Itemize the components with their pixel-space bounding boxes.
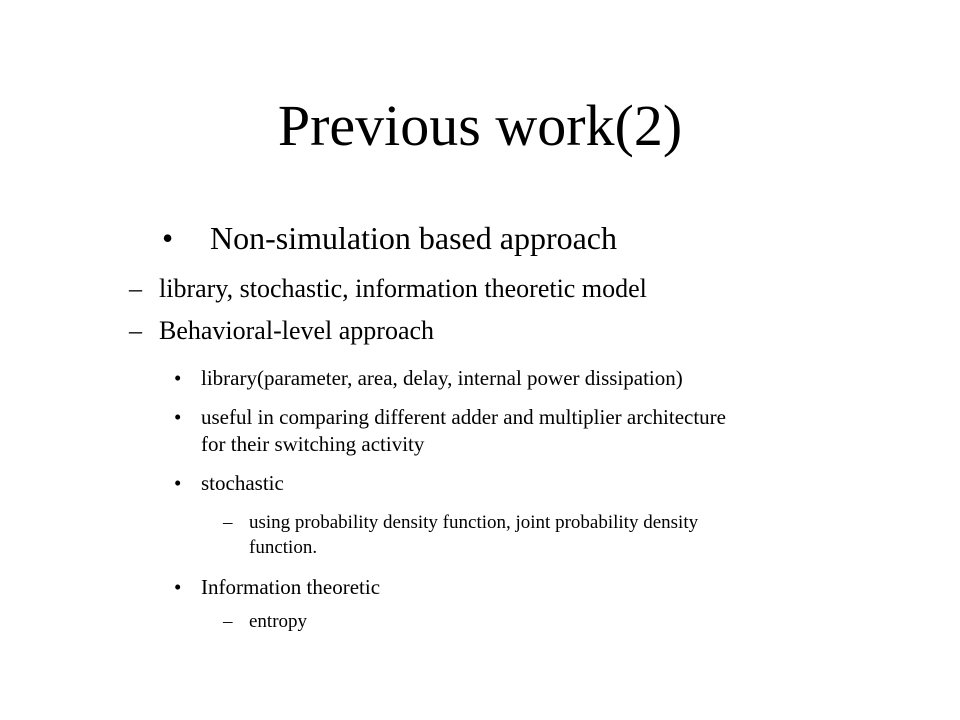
dash-marker: – <box>223 512 233 533</box>
bullet-marker: • <box>174 471 182 495</box>
bullet-item-level1 <box>162 218 617 258</box>
bullet-item-level3 <box>174 365 683 392</box>
dash-marker: – <box>129 274 142 303</box>
dash-marker: – <box>129 316 142 345</box>
dash-item-level4 <box>223 510 699 560</box>
bullet-text: library(parameter, area, delay, internal power dissipation) <box>201 366 683 390</box>
dash-text: Behavioral-level approach <box>159 316 435 345</box>
bullet-text: stochastic <box>201 471 284 495</box>
bullet-item-level3 <box>174 404 726 458</box>
bullet-text: Information theoretic <box>201 575 381 599</box>
dash-marker: – <box>223 611 233 632</box>
dash-text-line1: using probability density function, joint probability density <box>249 512 699 533</box>
bullet-marker: • <box>174 405 182 429</box>
bullet-item-level3 <box>174 470 284 497</box>
dash-text: entropy <box>249 611 308 632</box>
dash-item-level2 <box>129 315 435 347</box>
dash-text-line2: function. <box>249 537 318 558</box>
dash-item-level4 <box>223 609 308 634</box>
dash-text: library, stochastic, information theoretic model <box>159 274 647 303</box>
bullet-text-line2: for their switching activity <box>201 432 425 456</box>
bullet-text: Non-simulation based approach <box>210 220 617 256</box>
dash-item-level2 <box>129 273 647 305</box>
bullet-marker: • <box>174 366 182 390</box>
bullet-marker: • <box>174 575 182 599</box>
slide-title: Previous work(2) <box>277 93 683 158</box>
bullet-item-level3 <box>174 574 381 601</box>
bullet-text-line1: useful in comparing different adder and multiplier architecture <box>201 405 726 429</box>
bullet-marker: • <box>162 220 174 256</box>
